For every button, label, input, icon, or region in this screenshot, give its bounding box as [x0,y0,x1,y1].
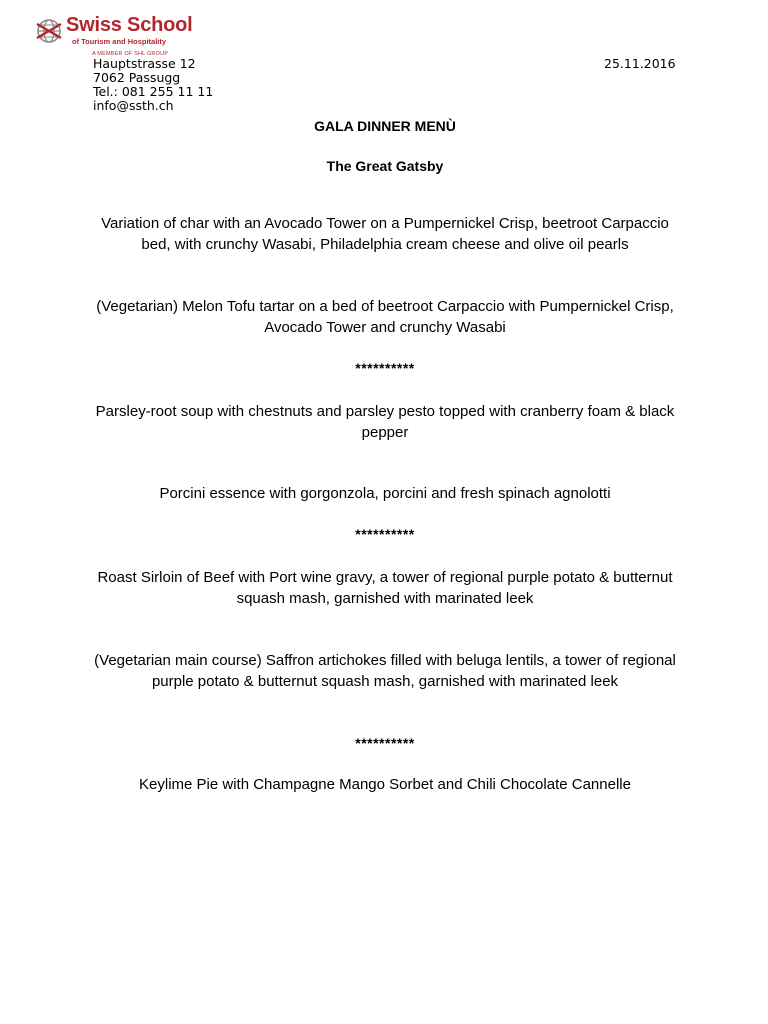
course-separator: ********** [355,360,415,376]
course-starter: Variation of char with an Avocado Tower on a Pumpernickel Crisp, beetroot Carpaccio bed, with crunchy Wasabi, Philadelphia cream cheese and olive oil pearls [101,215,669,253]
course-main-vegetarian: (Vegetarian main course) Saffron artichokes filled with beluga lentils, a tower of regional purple potato & butternut squash mash, garnished with marinated leek [94,652,676,690]
address-phone: Tel.: 081 255 11 11 [93,84,214,99]
address-email: info@ssth.ch [93,98,174,113]
address-block [93,57,213,113]
course-main: Roast Sirloin of Beef with Port wine gravy, a tower of regional purple potato & butternut squash mash, garnished with marinated leek [97,569,673,607]
logo-tagline: of Tourism and Hospitality [72,37,167,46]
address-city: 7062 Passugg [93,70,181,85]
course-starter-vegetarian: (Vegetarian) Melon Tofu tartar on a bed of beetroot Carpaccio with Pumpernickel Crisp, Avocado Tower and crunchy Wasabi [96,298,674,336]
logo-name: Swiss School [66,14,193,36]
course-dessert: Keylime Pie with Champagne Mango Sorbet and Chili Chocolate Cannelle [139,776,631,793]
course-separator: ********** [355,526,415,542]
document-date: 25.11.2016 [604,56,676,71]
address-street: Hauptstrasse 12 [93,56,196,71]
course-soup-alternative: Porcini essence with gorgonzola, porcini and fresh spinach agnolotti [159,485,611,502]
course-separator: ********** [355,735,415,751]
menu-title: GALA DINNER MENÙ [314,118,456,134]
globe-icon [34,16,64,46]
logo-member-line: A MEMBER OF SHL GROUP [92,51,169,57]
course-soup: Parsley-root soup with chestnuts and parsley pesto topped with cranberry foam & black pepper [95,403,675,441]
menu-subtitle: The Great Gatsby [326,158,444,174]
school-logo [34,14,224,62]
